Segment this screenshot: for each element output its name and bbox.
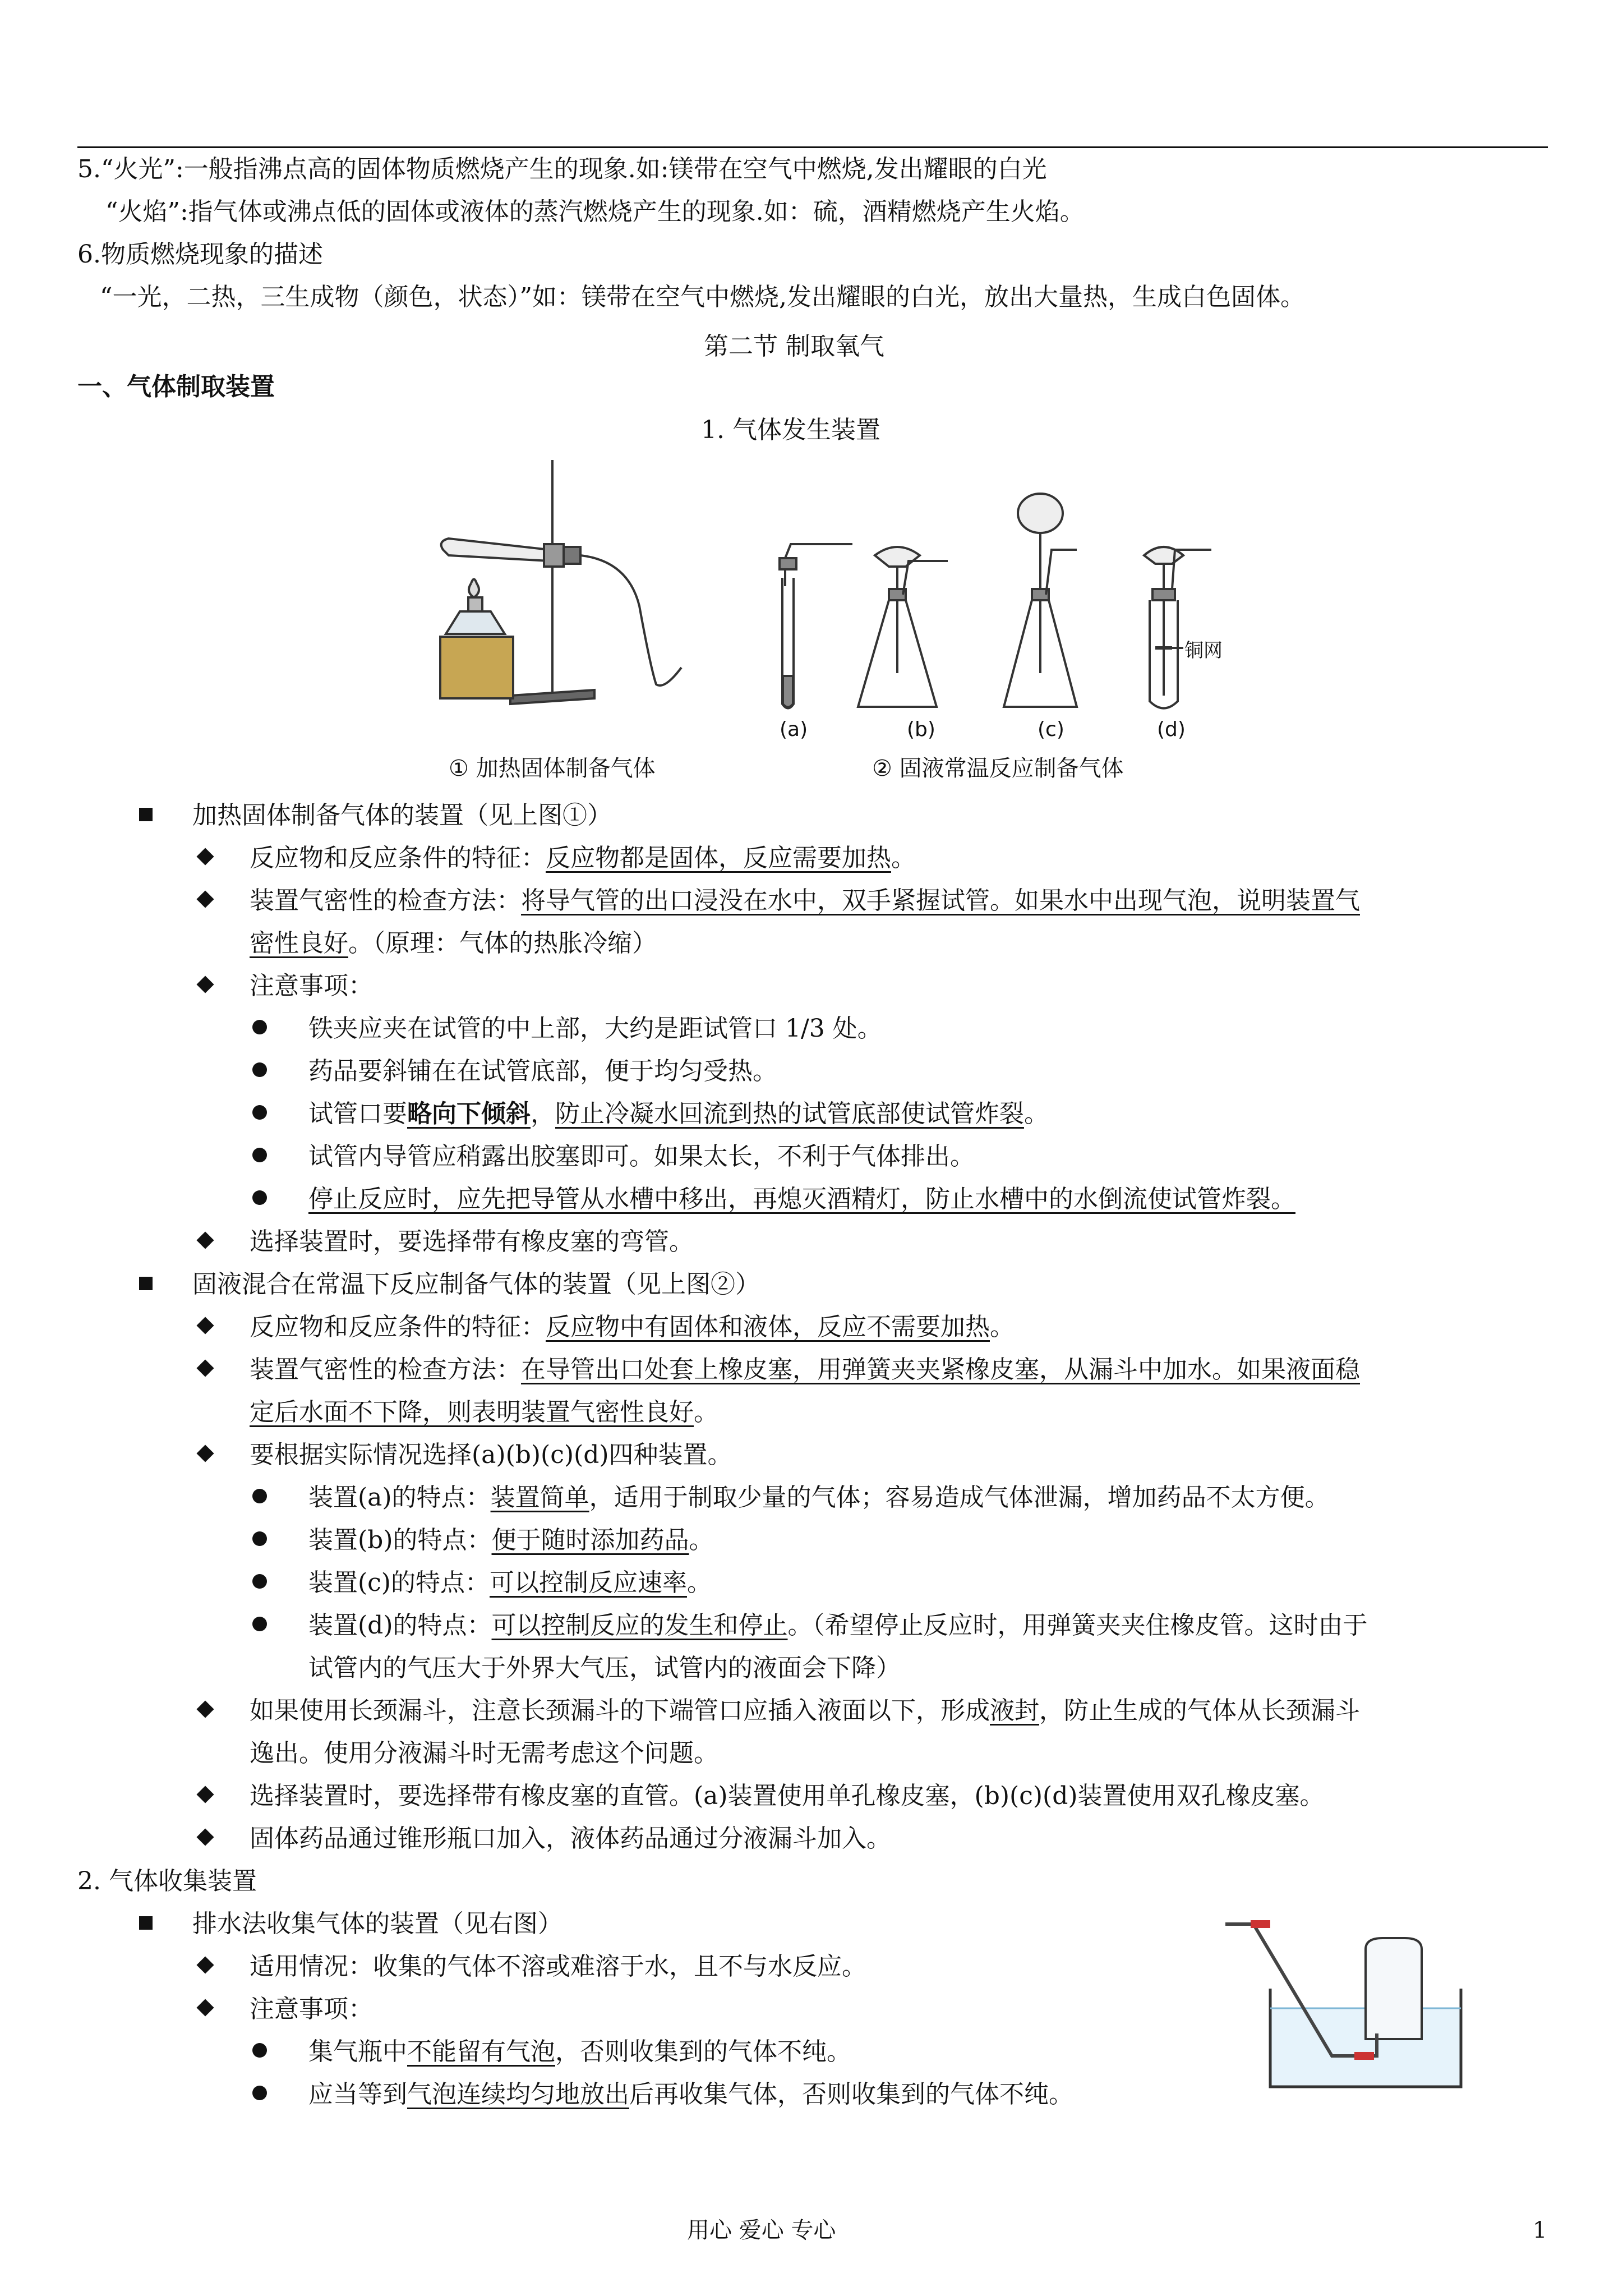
- liquid-item-airtight: 装置气密性的检查方法：在导管出口处套上橡皮塞，用弹簧夹夹紧橡皮塞，从漏斗中加水。如果液面稳: [250, 1355, 1360, 1384]
- footer-motto: 用心 爱心 专心: [687, 2217, 836, 2243]
- diamond-bullet: [196, 1828, 214, 1846]
- liquid-item-funnel-2: 逸出。使用分液漏斗时无需考虑这个问题。: [250, 1739, 718, 1768]
- generation-apparatus-figure: [426, 449, 1256, 797]
- header-rule: [77, 146, 1548, 148]
- diamond-bullet: [196, 1956, 214, 1973]
- dot-bullet: [252, 1489, 267, 1503]
- heat-item-notes: 注意事项：: [250, 972, 373, 1000]
- page-number: 1: [1533, 2217, 1547, 2243]
- dot-bullet: [252, 1190, 267, 1205]
- dot-bullet: [252, 2086, 267, 2100]
- collect-title: 排水法收集气体的装置（见右图）: [192, 1910, 562, 1938]
- water-collection-figure: [1220, 1904, 1483, 2095]
- liquid-title: 固液混合在常温下反应制备气体的装置（见上图②）: [192, 1270, 760, 1299]
- diamond-bullet: [196, 1700, 214, 1718]
- collect-item-notes: 注意事项：: [250, 1995, 373, 2023]
- subheading-generation: 1. 气体发生装置: [701, 416, 880, 444]
- diamond-bullet: [196, 848, 214, 865]
- dot-bullet: [252, 1062, 267, 1077]
- diamond-bullet: [196, 1444, 214, 1462]
- heat-item-airtight: 装置气密性的检查方法：将导气管的出口浸没在水中，双手紧握试管。如果水中出现气泡，说明装置气: [250, 886, 1360, 915]
- line-flame: “火焰”:指气体或沸点低的固体或液体的蒸汽燃烧产生的现象.如：硫，酒精燃烧产生火焰。: [105, 197, 1085, 226]
- diamond-bullet: [196, 1317, 214, 1334]
- diamond-bullet: [196, 1359, 214, 1377]
- dot-bullet: [252, 1020, 267, 1034]
- dot-bullet: [252, 1617, 267, 1631]
- liquid-item-stopper: 选择装置时，要选择带有橡皮塞的直管。(a)装置使用单孔橡皮塞，(b)(c)(d)装置使用双孔橡皮塞。: [250, 1782, 1325, 1810]
- heat-note-spread: 药品要斜铺在在试管底部，便于均匀受热。: [308, 1057, 777, 1085]
- liquid-note-d: 装置(d)的特点：可以控制反应的发生和停止。（希望停止反应时，用弹簧夹夹住橡皮管。这时由于: [308, 1611, 1368, 1640]
- dot-bullet: [252, 1105, 267, 1120]
- collect-note-bubble: 集气瓶中不能留有气泡，否则收集到的气体不纯。: [308, 2037, 851, 2066]
- square-bullet: [139, 1277, 153, 1290]
- heat-note-tilt: 试管口要略向下倾斜，防止冷凝水回流到热的试管底部使试管炸裂。: [308, 1099, 1049, 1128]
- heat-note-stop: 停止反应时，应先把导管从水槽中移出，再熄灭酒精灯，防止水槽中的水倒流使试管炸裂。: [308, 1185, 1295, 1213]
- line-fire-light: 5.“火光”:一般指沸点高的固体物质燃烧产生的现象.如:镁带在空气中燃烧,发出耀眼的白光: [77, 155, 1047, 183]
- dot-bullet: [252, 1574, 267, 1589]
- heat-note-tube: 试管内导管应稍露出胶塞即可。如果太长，不利于气体排出。: [308, 1142, 975, 1171]
- liquid-note-c: 装置(c)的特点：可以控制反应速率。: [308, 1568, 712, 1597]
- square-bullet: [139, 1916, 153, 1930]
- dot-bullet: [252, 2043, 267, 2058]
- diamond-bullet: [196, 890, 214, 908]
- liquid-item-funnel: 如果使用长颈漏斗，注意长颈漏斗的下端管口应插入液面以下，形成液封，防止生成的气体从长颈漏斗: [250, 1696, 1360, 1725]
- dot-bullet: [252, 1531, 267, 1546]
- liquid-note-b: 装置(b)的特点：便于随时添加药品。: [308, 1526, 714, 1554]
- mesh-label: 铜网: [1184, 639, 1223, 662]
- caption-solid-liquid: ② 固液常温反应制备气体: [872, 756, 1124, 781]
- line-combustion-title: 6.物质燃烧现象的描述: [77, 240, 323, 269]
- heat-item-characteristics: 反应物和反应条件的特征：反应物都是固体，反应需要加热。: [250, 844, 916, 872]
- liquid-item-add: 固体药品通过锥形瓶口加入，液体药品通过分液漏斗加入。: [250, 1824, 891, 1853]
- diamond-bullet: [196, 1231, 214, 1249]
- liquid-note-a: 装置(a)的特点：装置简单，适用于制取少量的气体；容易造成气体泄漏，增加药品不太方便。: [308, 1483, 1330, 1512]
- diamond-bullet: [196, 976, 214, 993]
- collect-note-wait: 应当等到气泡连续均匀地放出后再收集气体，否则收集到的气体不纯。: [308, 2080, 1073, 2109]
- liquid-item-choose: 要根据实际情况选择(a)(b)(c)(d)四种装置。: [250, 1441, 732, 1469]
- heat-item-airtight-2: 密性良好。（原理：气体的热胀冷缩）: [250, 929, 657, 958]
- collect-item-applicability: 适用情况：收集的气体不溶或难溶于水，且不与水反应。: [250, 1952, 866, 1981]
- heading-gas-apparatus: 一、气体制取装置: [77, 372, 275, 401]
- diamond-bullet: [196, 1786, 214, 1803]
- caption-heating: ① 加热固体制备气体: [449, 756, 656, 781]
- liquid-item-characteristics: 反应物和反应条件的特征：反应物中有固体和液体，反应不需要加热。: [250, 1313, 1015, 1341]
- label-d: (d): [1157, 718, 1186, 741]
- dot-bullet: [252, 1148, 267, 1162]
- line-combustion-desc: “一光，二热，三生成物（颜色，状态）”如：镁带在空气中燃烧,发出耀眼的白光，放出大量热，生成白色固体。: [100, 283, 1305, 311]
- heat-item-select: 选择装置时，要选择带有橡皮塞的弯管。: [250, 1227, 694, 1256]
- heading-collection: 2. 气体收集装置: [77, 1867, 257, 1895]
- label-a: (a): [780, 718, 808, 741]
- liquid-item-airtight-2: 定后水面不下降，则表明装置气密性良好。: [250, 1398, 718, 1427]
- diamond-bullet: [196, 1999, 214, 2016]
- section-title: 第二节 制取氧气: [704, 332, 884, 361]
- heat-title: 加热固体制备气体的装置（见上图①）: [192, 801, 612, 830]
- heat-note-clamp: 铁夹应夹在试管的中上部，大约是距试管口 1/3 处。: [308, 1014, 882, 1043]
- label-b: (b): [907, 718, 935, 741]
- label-c: (c): [1038, 718, 1064, 741]
- liquid-note-d-2: 试管内的气压大于外界大气压，试管内的液面会下降）: [308, 1654, 901, 1682]
- square-bullet: [139, 808, 153, 821]
